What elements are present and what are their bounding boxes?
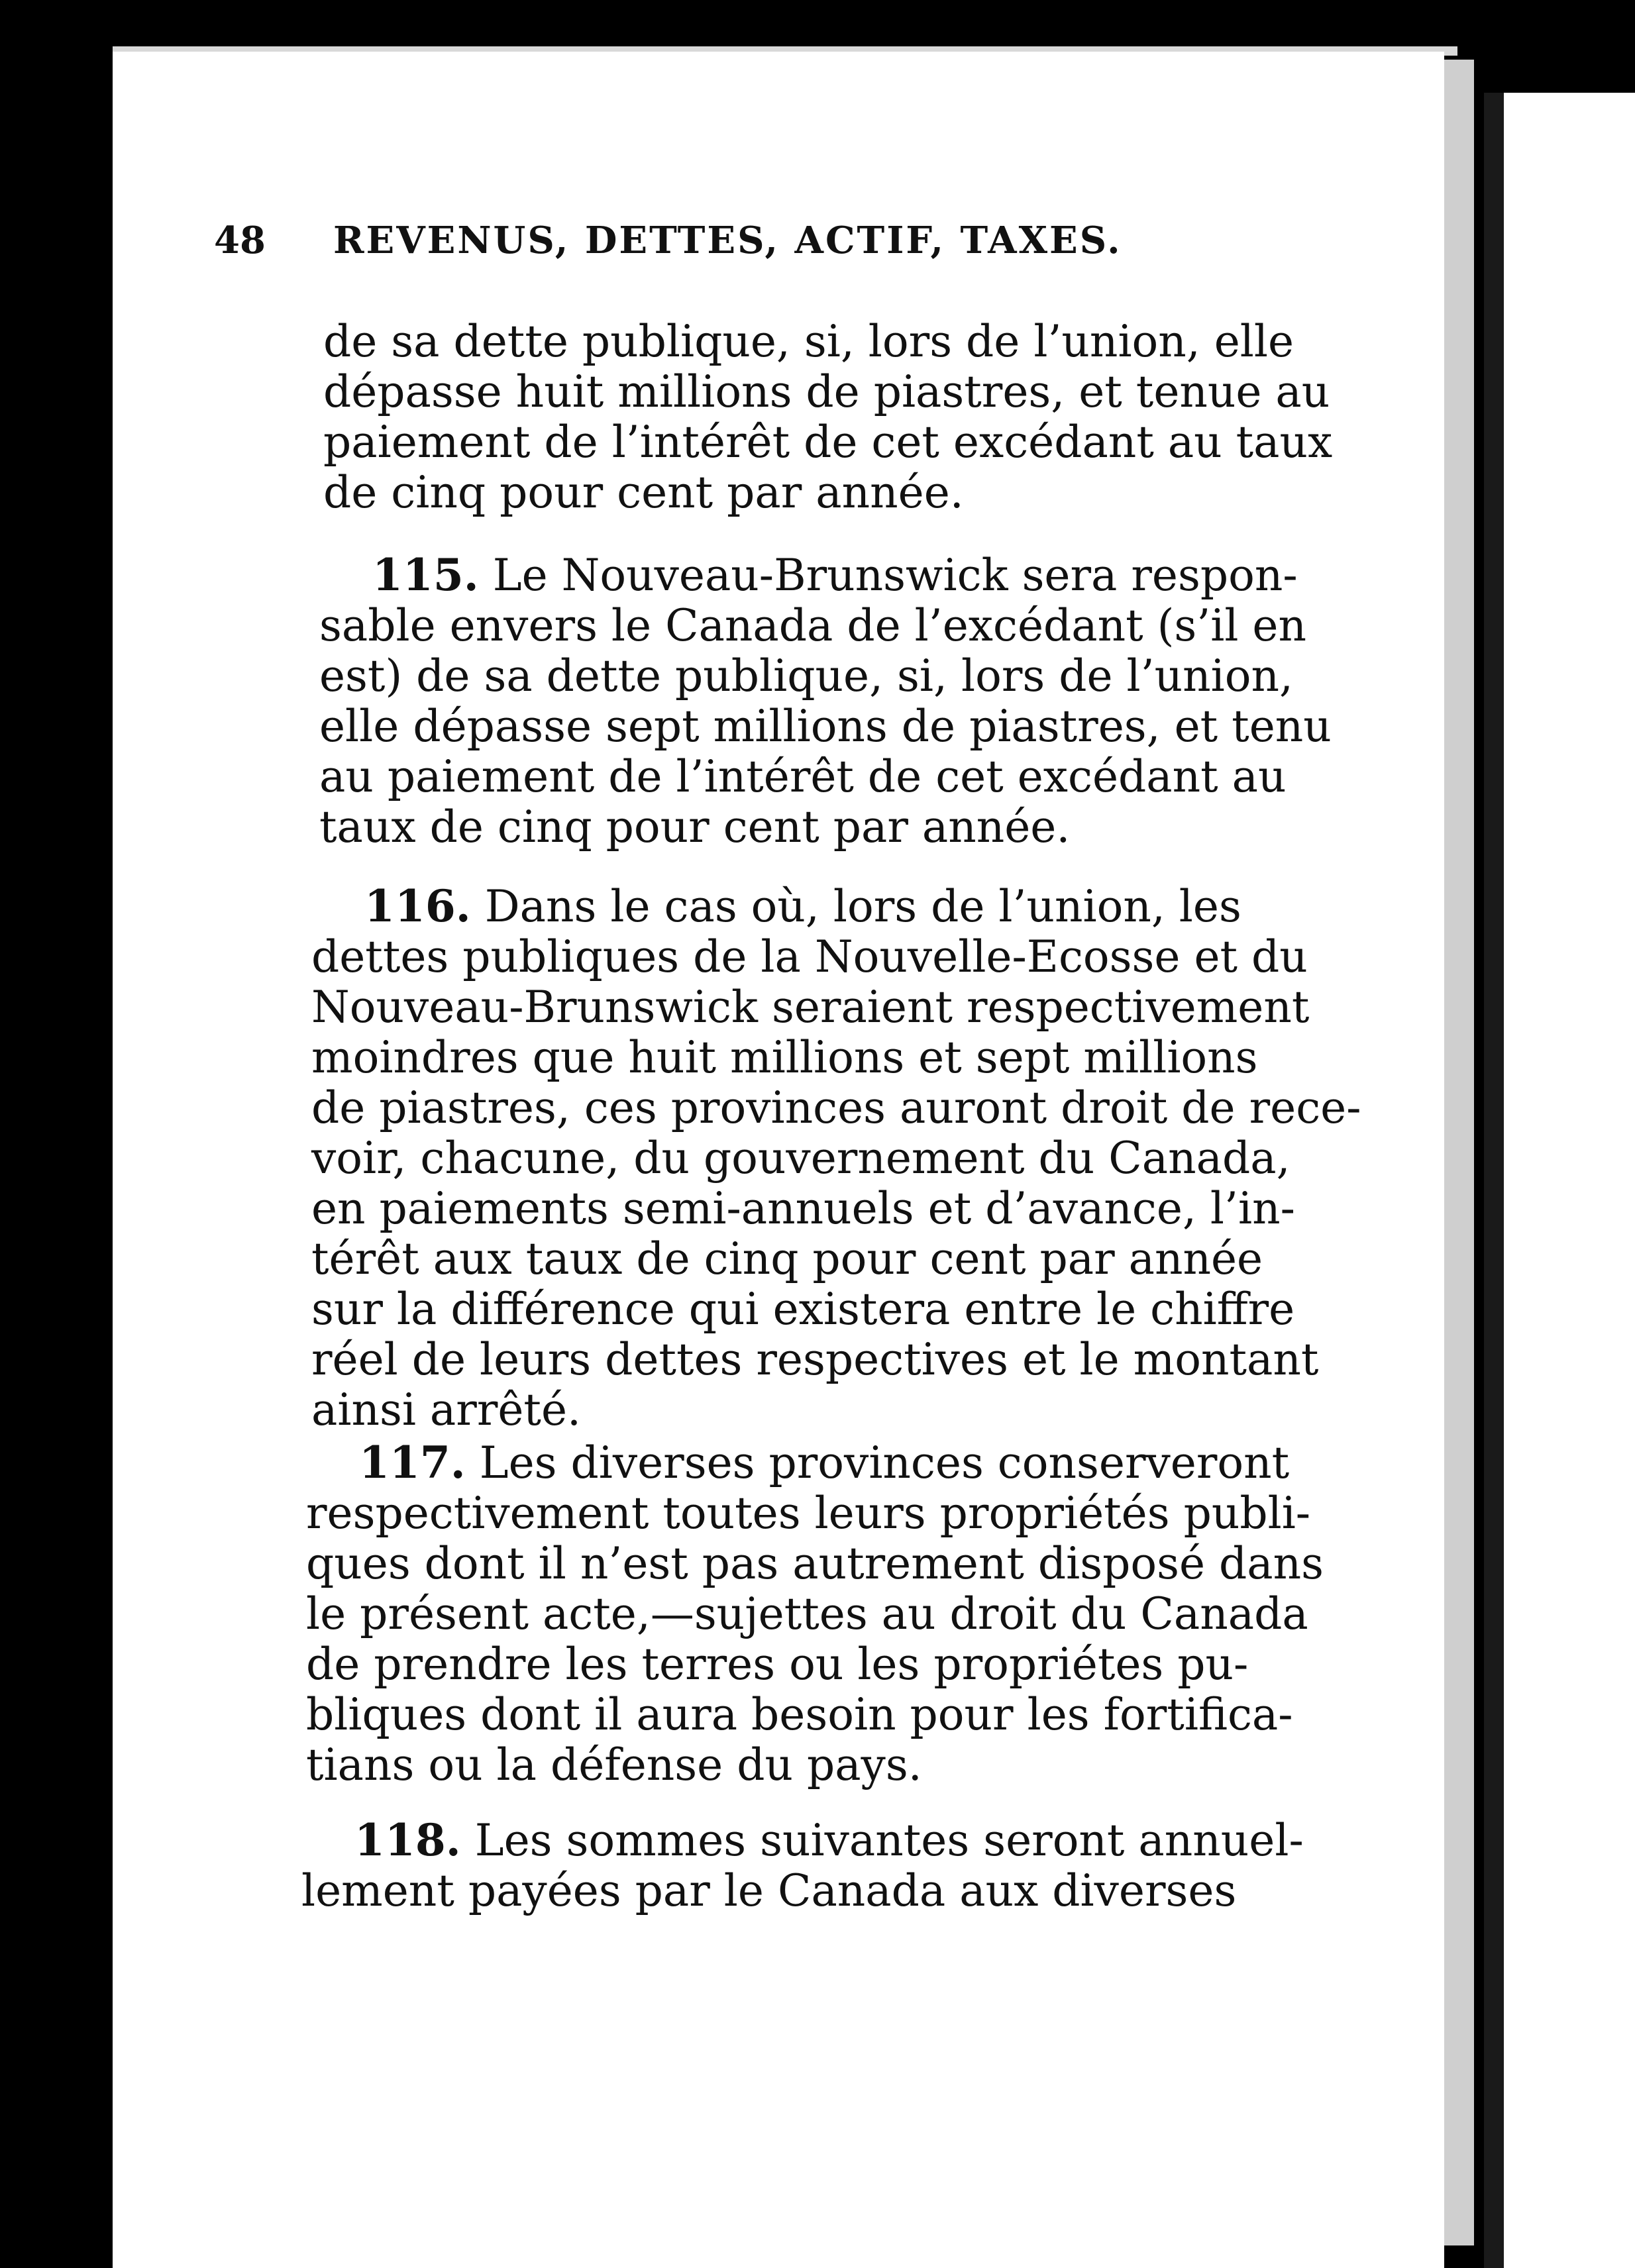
text-line: en paiements semi-annuels et d’avance, l’in- (311, 1183, 1295, 1234)
page-number: 48 (214, 219, 266, 262)
article-117 (306, 1437, 1324, 1790)
text-line: elle dépasse sept millions de piastres, et tenu (319, 701, 1332, 752)
text-line: de sa dette publique, si, lors de l’union, elle (323, 316, 1294, 367)
text-line (301, 1814, 1304, 1866)
text-line: térêt aux taux de cinq pour cent par année (311, 1233, 1263, 1284)
text-line: de piastres, ces provinces auront droit de rece- (311, 1082, 1361, 1133)
text-line: Les diverses provinces conserveront (479, 1437, 1290, 1488)
text-line: Dans le cas où, lors de l’union, les (484, 881, 1241, 932)
running-title: REVENUS, DETTES, ACTIF, TAXES. (333, 219, 1122, 262)
text-line: tians ou la défense du pays. (306, 1739, 922, 1790)
article-number: 117. (359, 1437, 466, 1488)
text-line: bliques dont il aura besoin pour les fortifica- (306, 1689, 1293, 1740)
text-line: au paiement de l’intérêt de cet excédant au (319, 751, 1287, 802)
text-line (311, 880, 1241, 932)
text-line: le présent acte,—sujettes au droit du Canada (306, 1588, 1308, 1639)
text-line: ainsi arrêté. (311, 1384, 581, 1435)
text-line: dettes publiques de la Nouvelle-Ecosse et du (311, 931, 1308, 982)
text-line: Nouveau-Brunswick seraient respectivement (311, 982, 1310, 1033)
text-line: taux de cinq pour cent par année. (319, 801, 1071, 852)
article-116 (311, 880, 1361, 1435)
text-line: dépasse huit millions de piastres, et tenue au (323, 366, 1330, 417)
text-line: réel de leurs dettes respectives et le montant (311, 1334, 1319, 1385)
article-number: 116. (364, 880, 471, 932)
text-line: de prendre les terres ou les propriétes pu- (306, 1639, 1249, 1690)
article-number: 115. (372, 549, 479, 601)
text-line: moindres que huit millions et sept millions (311, 1032, 1258, 1083)
text-line: ques dont il n’est pas autrement disposé dans (306, 1538, 1324, 1589)
text-line (319, 549, 1298, 601)
text-line: respectivement toutes leurs propriétés publi- (306, 1488, 1311, 1539)
page-edge-stack (1444, 60, 1474, 2245)
text-line: lement payées par le Canada aux diverses (301, 1865, 1237, 1916)
facing-page (1484, 93, 1635, 2268)
text-line: paiement de l’intérêt de cet excédant au taux (323, 417, 1333, 468)
article-number: 118. (354, 1814, 461, 1866)
text-line: sable envers le Canada de l’excédant (s’il en (319, 600, 1306, 651)
text-line: est) de sa dette publique, si, lors de l’union, (319, 650, 1293, 701)
text-line (306, 1437, 1290, 1488)
text-line: Le Nouveau-Brunswick sera respon- (492, 550, 1298, 601)
article-115 (319, 549, 1332, 852)
text-line: voir, chacune, du gouvernement du Canada, (311, 1133, 1291, 1184)
article-118 (301, 1814, 1304, 1916)
text-line: Les sommes suivantes seront annuel- (474, 1815, 1304, 1866)
text-line: sur la différence qui existera entre le chiffre (311, 1284, 1295, 1335)
page-header (214, 219, 1194, 272)
paragraph-continuation (323, 316, 1333, 518)
text-line: de cinq pour cent par année. (323, 467, 964, 518)
